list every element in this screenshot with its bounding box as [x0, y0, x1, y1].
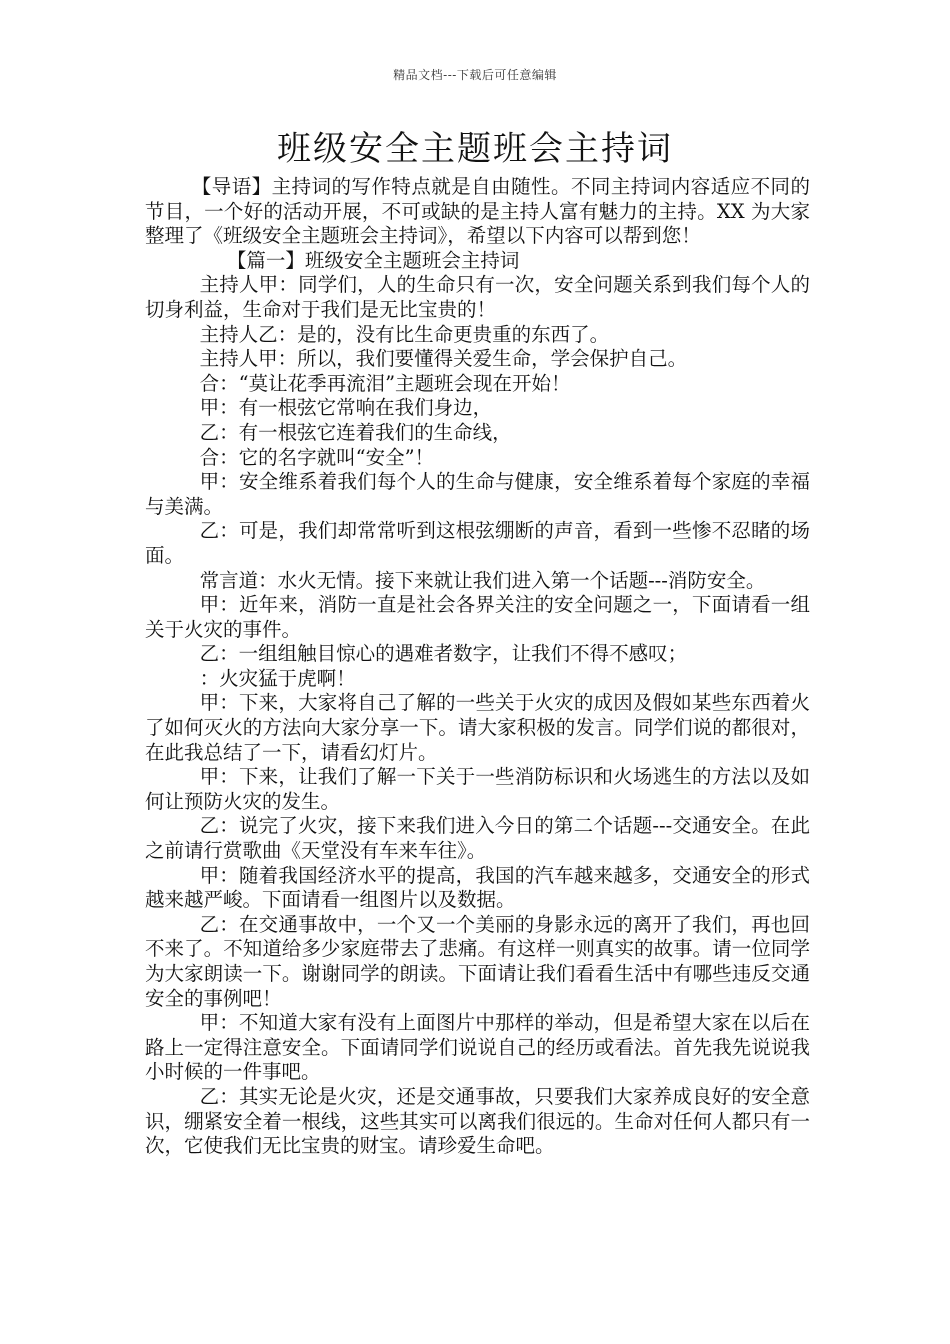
- document-title: 班级安全主题班会主持词: [277, 129, 673, 169]
- paragraph: 乙：可是，我们却常常听到这根弦绷断的声音，看到一些惨不忍睹的场面。: [145, 519, 810, 567]
- paragraph: ：火灾猛于虎啊！: [199, 666, 356, 690]
- paragraph: 乙：一组组触目惊心的遇难者数字，让我们不得不感叹；: [199, 642, 688, 666]
- paragraph: 合：“莫让花季再流泪”主题班会现在开始！: [199, 371, 571, 395]
- page-header: 精品文档---下载后可任意编辑: [393, 68, 557, 82]
- paragraph: 乙：说完了火灾，接下来我们进入今日的第二个话题---交通安全。在此之前请行赏歌曲《天堂没有车来车往》。: [145, 814, 810, 863]
- paragraph: 主持人甲：所以，我们要懂得关爱生命，学会保护自己。: [199, 347, 688, 371]
- paragraph: 乙：在交通事故中，一个又一个美丽的身影永远的离开了我们，再也回不来了。不知道给多少家庭带去了悲痛。有这样一则真实的故事。请一位同学为大家朗读一下。谢谢同学的朗读。下面请让我们看看生活中有哪些违反交通安全的事例吧！: [145, 912, 810, 1010]
- paragraph: 甲：近年来，消防一直是社会各界关注的安全问题之一，下面请看一组关于火灾的事件。: [145, 593, 810, 641]
- paragraph: 主持人甲：同学们，人的生命只有一次，安全问题关系到我们每个人的切身利益，生命对于我们是无比宝贵的！: [145, 273, 810, 321]
- paragraph: 乙：其实无论是火灾，还是交通事故，只要我们大家养成良好的安全意识，绷紧安全着一根线，这些其实可以离我们很远的。生命对任何人都只有一次，它使我们无比宝贵的财宝。请珍爱生命吧。: [145, 1084, 810, 1158]
- paragraph: 主持人乙：是的，没有比生命更贵重的东西了。: [199, 322, 610, 346]
- document-body: [145, 175, 810, 1159]
- paragraph: 甲：下来，大家将自己了解的一些关于火灾的成因及假如某些东西着火了如何灭火的方法向大家分享一下。请大家积极的发言。同学们说的都很对，在此我总结了一下，请看幻灯片。: [145, 691, 810, 764]
- paragraph: 常言道：水火无情。接下来就让我们进入第一个话题---消防安全。: [199, 568, 766, 592]
- paragraph: 合：它的名字就叫“安全”！: [199, 445, 435, 469]
- paragraph: 甲：随着我国经济水平的提高，我国的汽车越来越多，交通安全的形式越来越严峻。下面请看一组图片以及数据。: [145, 863, 810, 912]
- intro-paragraph: 【导语】主持词的写作特点就是自由随性。不同主持词内容适应不同的节目，一个好的活动开展，不可或缺的是主持人富有魅力的主持。XX 为大家整理了《班级安全主题班会主持词》，希望以下内容可以帮到您！: [145, 175, 810, 248]
- paragraph: 甲：下来，让我们了解一下关于一些消防标识和火场逃生的方法以及如何让预防火灾的发生。: [145, 765, 810, 813]
- section-heading: 【篇一】班级安全主题班会主持词: [226, 248, 520, 272]
- paragraph: 甲：安全维系着我们每个人的生命与健康，安全维系着每个家庭的幸福与美满。: [145, 470, 810, 518]
- paragraph: 甲：有一根弦它常响在我们身边，: [199, 396, 493, 420]
- paragraph: 甲：不知道大家有没有上面图片中那样的举动，但是希望大家在以后在路上一定得注意安全。下面请同学们说说自己的经历或看法。首先我先说说我小时候的一件事吧。: [145, 1011, 810, 1084]
- paragraph: 乙：有一根弦它连着我们的生命线，: [199, 420, 512, 444]
